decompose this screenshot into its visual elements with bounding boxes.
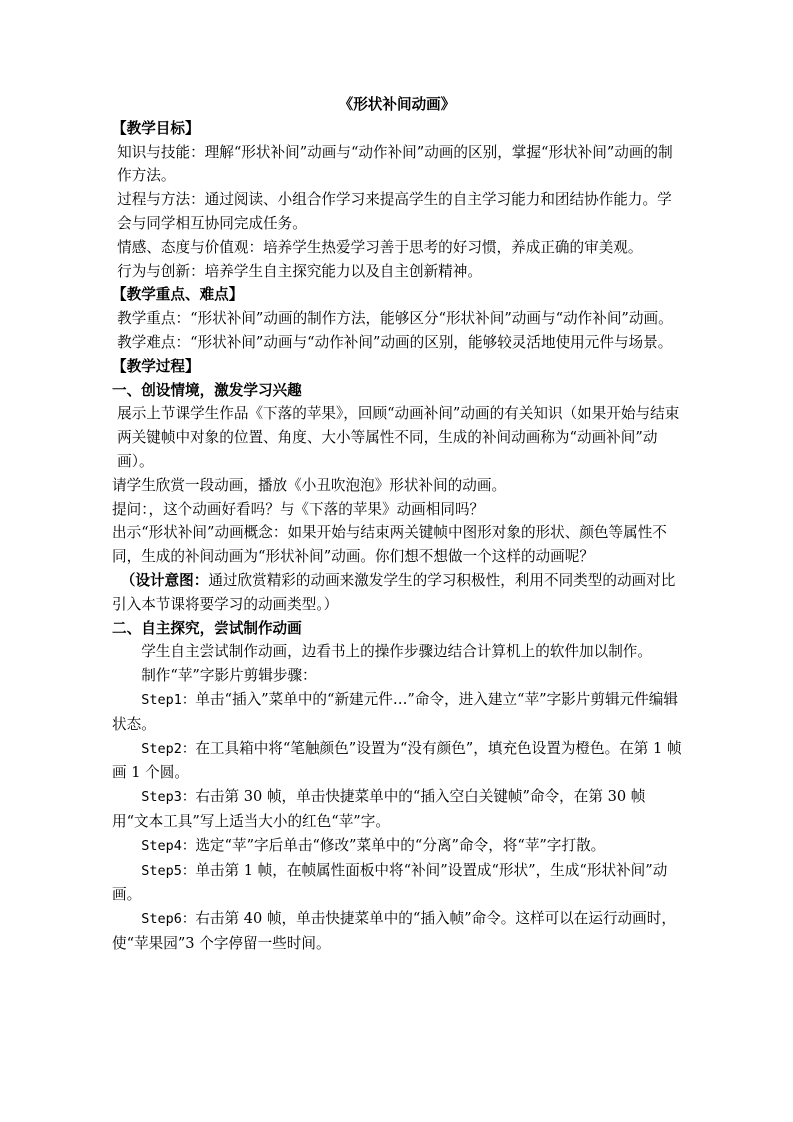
step-label: Step6： (141, 911, 196, 928)
keypoint-difficulty: 教学难点：“形状补间”动画与“动作补间”动画的区别，能够较灵活地使用元件与场景。 (117, 333, 673, 351)
process-heading: 【教学过程】 (112, 357, 200, 375)
step-3 (112, 785, 682, 834)
step-5 (112, 859, 682, 908)
step-text: 右击第 40 帧，单击快捷菜单中的“插入帧”命令。这样可以在运行动画时，使“苹果园”3 个字停留一些时间。 (112, 910, 676, 952)
objective-knowledge: 知识与技能：理解“形状补间”动画与“动作补间”动画的区别，掌握“形状补间”动画的制作方法。 (117, 143, 673, 185)
objective-emotion: 情感、态度与价值观：培养学生热爱学习善于思考的好习惯，养成正确的审美观。 (117, 238, 643, 256)
objective-process: 过程与方法：通过阅读、小组合作学习来提高学生的自主学习能力和团结协作能力。学会与同学相互协同完成任务。 (117, 191, 672, 232)
step-6 (112, 907, 682, 956)
section1-paragraph-1: 展示上节课学生作品《下落的苹果》，回顾“动画补间”动画的有关知识（如果开始与结束两关键帧中对象的位置、角度、大小等属性不同，生成的补间动画称为“动画补间”动画）。 (117, 405, 680, 470)
step-text: 单击第 1 帧，在帧属性面板中将“补间”设置成“形状”，生成“形状补间”动画。 (112, 861, 668, 904)
step-text: 选定“苹”字后单击“修改”菜单中的“分离”命令，将“苹”字打散。 (195, 836, 606, 854)
step-label: Step1： (141, 691, 196, 708)
keypoint-focus: 教学重点：“形状补间”动画的制作方法，能够区分“形状补间”动画与“动作补间”动画。 (117, 310, 673, 328)
steps-title: 制作“苹”字影片剪辑步骤： (141, 667, 317, 685)
step-label: Step2： (141, 740, 196, 757)
step-label: Step4： (141, 837, 196, 854)
keypoints-heading: 【教学重点、难点】 (112, 286, 244, 304)
step-text: 右击第 30 帧，单击快捷菜单中的“插入空白关键帧”命令，在第 30 帧用“文本工具”写上适当大小的红色“苹”字。 (112, 788, 646, 830)
document-title: 《形状补间动画》 (338, 96, 456, 113)
step-text: 单击“插入”菜单中的“新建元件…”命令，进入建立“苹”字影片剪辑元件编辑状态。 (112, 690, 678, 733)
step-label: Step5： (141, 862, 196, 879)
section1-paragraph-4: 出示“形状补间”动画概念：如果开始与结束两关键帧中图形对象的形状、颜色等属性不同，生成的补间动画为“形状补间”动画。你们想不想做一个这样的动画呢？ (112, 524, 667, 566)
design-intent (112, 569, 682, 617)
section2-intro: 学生自主尝试制作动画，边看书上的操作步骤边结合计算机上的软件加以制作。 (141, 643, 652, 661)
objective-innovation: 行为与创新：培养学生自主探究能力以及自主创新精神。 (117, 262, 482, 280)
step-1 (112, 688, 682, 737)
objectives-heading: 【教学目标】 (112, 119, 200, 137)
design-intent-label: （设计意图： (120, 571, 209, 589)
section1-heading: 一、创设情境，激发学习兴趣 (112, 381, 302, 399)
step-text: 在工具箱中将“笔触颜色”设置为“没有颜色”，填充色设置为橙色。在第 1 帧画 1 个圆。 (112, 739, 682, 782)
step-label: Step3： (141, 789, 196, 806)
design-intent-text: 通过欣赏精彩的动画来激发学生的学习积极性，利用不同类型的动画对比引入本节课将要学习的动画类型。） (112, 571, 676, 613)
section1-paragraph-3: 提问：，这个动画好看吗？与《下落的苹果》动画相同吗？ (112, 500, 485, 518)
step-2 (112, 737, 682, 786)
document-page (112, 93, 682, 956)
step-4 (112, 834, 682, 859)
section2-heading: 二、自主探究，尝试制作动画 (112, 619, 302, 637)
section1-paragraph-2: 请学生欣赏一段动画，播放《小丑吹泡泡》形状补间的动画。 (112, 476, 507, 494)
